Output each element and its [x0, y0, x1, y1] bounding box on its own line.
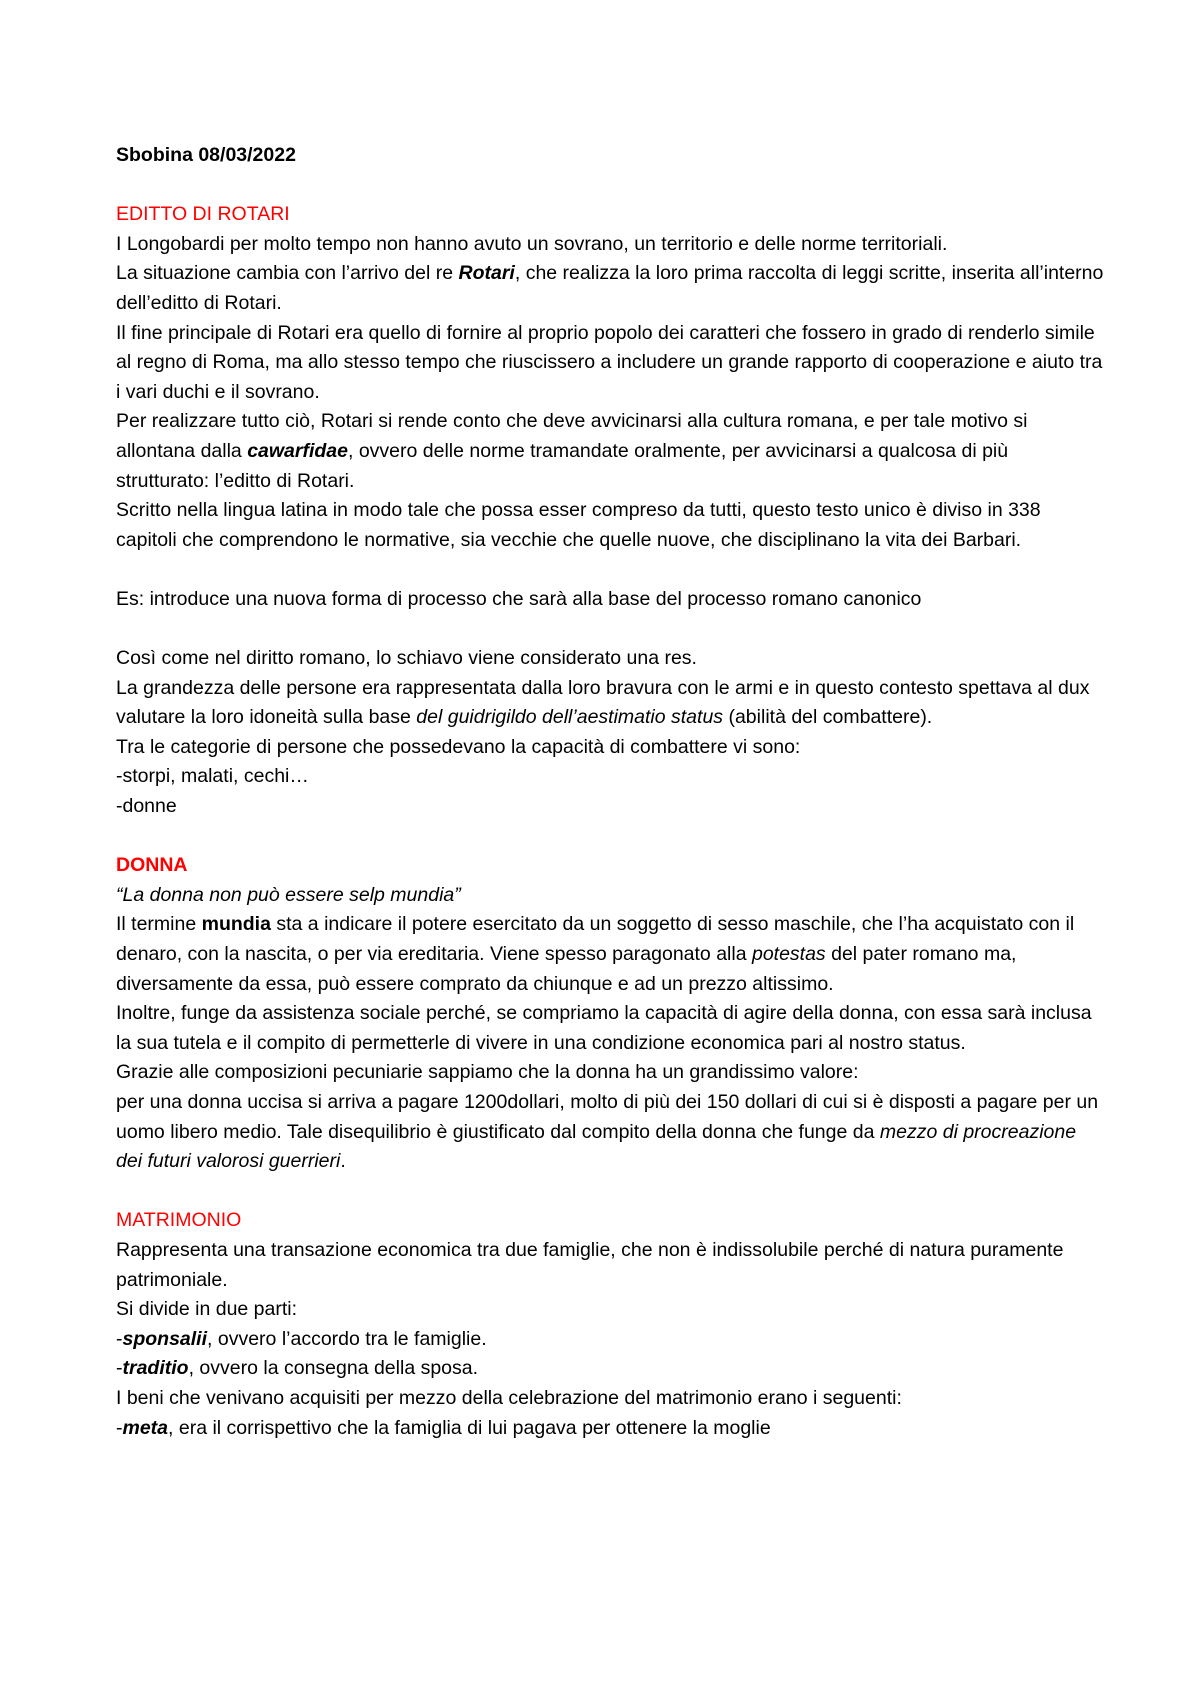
paragraph	[116, 1088, 1106, 1177]
paragraph: Es: introduce una nuova forma di processo che sarà alla base del processo romano canonico	[116, 587, 922, 610]
list-item	[116, 1325, 1106, 1355]
section-heading-editto: EDITTO DI ROTARI	[116, 203, 290, 226]
emphasis-rotari: Rotari	[458, 262, 515, 285]
text-run: , ovvero delle norme tramandate oralmente, per avvicinarsi a qualcosa di più strutturato: l’editto di Rotari.	[116, 439, 1009, 492]
paragraph: Si divide in due parti:	[116, 1298, 298, 1321]
text-run: .	[340, 1150, 346, 1173]
emphasis-meta: meta	[122, 1416, 169, 1439]
section-heading-matrimonio: MATRIMONIO	[116, 1209, 242, 1232]
list-item	[116, 1354, 1106, 1384]
text-run: , era il corrispettivo che la famiglia di lui pagava per ottenere la moglie	[168, 1416, 771, 1439]
text-run: , ovvero la consegna della sposa.	[188, 1357, 479, 1380]
paragraph: Inoltre, funge da assistenza sociale perché, se compriamo la capacità di agire della donna, con essa sarà inclusa la sua tutela e il compito di permetterle di vivere in una condizione economica pari al nostro status.	[116, 1002, 1092, 1054]
emphasis-sponsalii: sponsalii	[122, 1327, 208, 1350]
text-run: La situazione cambia con l’arrivo del re	[116, 262, 459, 285]
section-heading-donna: DONNA	[116, 854, 188, 877]
document-page	[116, 141, 1106, 1443]
text-run: (abilità del combattere).	[723, 706, 933, 729]
text-run: -	[116, 1357, 123, 1380]
emphasis-procreazione: mezzo di procreazione dei futuri valorosi guerrieri	[116, 1120, 1077, 1173]
spacer	[116, 1177, 1106, 1207]
text-run: sta a indicare il potere esercitato da un soggetto di sesso maschile, che l’ha acquistato con il denaro, con la nascita, o per via ereditaria. Viene spesso paragonato alla	[116, 913, 1075, 966]
paragraph: Scritto nella lingua latina in modo tale che possa esser compreso da tutti, questo testo unico è diviso in 338 capitoli che comprendono le normative, sia vecchie che quelle nuove, che disciplinano la vita dei Barbari.	[116, 499, 1041, 551]
paragraph: Il fine principale di Rotari era quello di fornire al proprio popolo dei caratteri che fossero in grado di renderlo simile al regno di Roma, ma allo stesso tempo che riuscissero a includere un grande rapporto di cooperazione e aiuto tra i vari duchi e il sovrano.	[116, 321, 1103, 403]
text-run: , che realizza la loro prima raccolta di leggi scritte, inserita all’interno dell’editto di Rotari.	[116, 262, 1104, 314]
text-run: -	[116, 1327, 123, 1350]
list-item: -donne	[116, 795, 177, 818]
paragraph: I beni che venivano acquisiti per mezzo della celebrazione del matrimonio erano i seguenti:	[116, 1386, 902, 1409]
paragraph	[116, 910, 1106, 999]
paragraph	[116, 407, 1106, 496]
text-run: , ovvero l’accordo tra le famiglie.	[207, 1327, 487, 1350]
emphasis-guidrigildo: del guidrigildo dell’aestimatio status	[416, 706, 724, 729]
paragraph: Rappresenta una transazione economica tra due famiglie, che non è indissolubile perché di natura puramente patrimoniale.	[116, 1238, 1064, 1291]
paragraph	[116, 674, 1106, 733]
quote: “La donna non può essere selp mundia”	[116, 883, 461, 906]
text-run: del pater romano ma, diversamente da essa, può essere comprato da chiunque e ad un prezzo altissimo.	[116, 943, 1017, 995]
paragraph: Tra le categorie di persone che possedevano la capacità di combattere vi sono:	[116, 735, 801, 758]
text-run: La grandezza delle persone era rappresentata dalla loro bravura con le armi e in questo contesto spettava al dux valutare la loro idoneità sulla base	[116, 676, 1090, 729]
text-run: Il termine	[116, 913, 202, 936]
text-run: Per realizzare tutto ciò, Rotari si rende conto che deve avvicinarsi alla cultura romana, e per tale motivo si allontana dalla	[116, 410, 1028, 462]
text-run: -	[116, 1416, 123, 1439]
document-title: Sbobina 08/03/2022	[116, 144, 296, 166]
emphasis-potestas: potestas	[751, 943, 826, 966]
paragraph: Grazie alle composizioni pecuniarie sappiamo che la donna ha un grandissimo valore:	[116, 1061, 859, 1084]
paragraph: Così come nel diritto romano, lo schiavo viene considerato una res.	[116, 647, 697, 670]
spacer	[116, 171, 1106, 201]
emphasis-cawarfidae: cawarfidae	[247, 439, 348, 462]
list-item	[116, 1414, 1106, 1444]
emphasis-traditio: traditio	[122, 1357, 189, 1380]
spacer	[116, 615, 1106, 645]
paragraph	[116, 259, 1106, 318]
list-item: -storpi, malati, cechi…	[116, 765, 309, 788]
spacer	[116, 822, 1106, 852]
text-run: per una donna uccisa si arriva a pagare 1200dollari, molto di più dei 150 dollari di cui si è disposti a pagare per un uomo libero medio. Tale disequilibrio è giustificato dal compito della donna che funge da	[116, 1091, 1099, 1143]
emphasis-mundia: mundia	[201, 913, 271, 936]
paragraph: I Longobardi per molto tempo non hanno avuto un sovrano, un territorio e delle norme territoriali.	[116, 232, 948, 255]
spacer	[116, 555, 1106, 585]
